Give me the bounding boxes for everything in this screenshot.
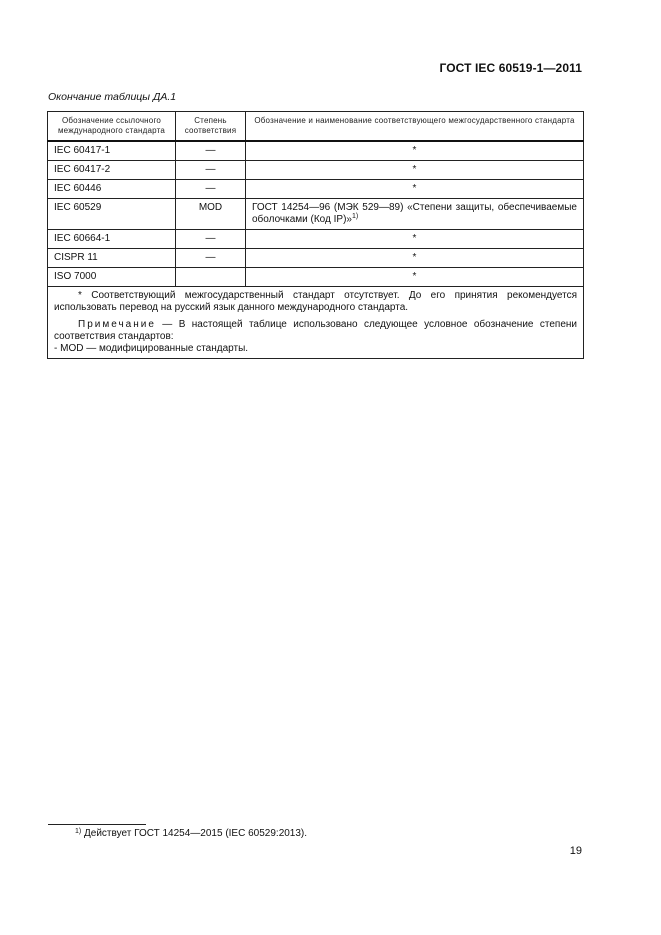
page-number: 19 xyxy=(569,845,582,857)
cell-degree: — xyxy=(176,249,246,268)
remark-dash: — xyxy=(155,319,179,330)
remark-label: Примечание xyxy=(78,319,156,330)
interstate-text: ГОСТ 14254—96 (МЭК 529—89) «Степени защиты, обеспечиваемые оболочками (Код IP)» xyxy=(252,202,577,225)
table-row xyxy=(48,199,584,230)
asterisk-note: * Соответствующий межгосударственный стандарт отсутствует. До его принятия рекомендуется использовать перевод на русский язык данного международного стандарта. xyxy=(54,290,577,313)
cell-standard: IEC 60664-1 xyxy=(48,230,176,249)
cell-interstate: * xyxy=(246,268,584,287)
footnote-divider xyxy=(48,824,146,825)
table-header-row xyxy=(48,112,584,142)
footnote-text: Действует ГОСТ 14254—2015 (IEC 60529:2013). xyxy=(84,828,308,839)
column-header-interstate: Обозначение и наименование соответствующего межгосударственного стандарта xyxy=(246,112,584,142)
cell-degree: — xyxy=(176,141,246,161)
table-row xyxy=(48,268,584,287)
cell-degree: — xyxy=(176,230,246,249)
document-code: ГОСТ IEC 60519-1—2011 xyxy=(439,61,582,75)
footnote-mark: 1) xyxy=(75,828,82,835)
reference-table xyxy=(47,111,584,359)
table-notes-row xyxy=(48,287,584,359)
cell-interstate: * xyxy=(246,249,584,268)
cell-degree xyxy=(176,268,246,287)
cell-standard: CISPR 11 xyxy=(48,249,176,268)
remark-text: В настоящей таблице использовано следующее условное обозначение степени соответствия стандартов: xyxy=(54,319,577,342)
cell-degree: MOD xyxy=(176,199,246,230)
table-row xyxy=(48,180,584,199)
cell-standard: IEC 60446 xyxy=(48,180,176,199)
column-header-standard: Обозначение ссылочного международного стандарта xyxy=(48,112,176,142)
table-caption: Окончание таблицы ДА.1 xyxy=(48,91,177,103)
mod-definition: - MOD — модифицированные стандарты. xyxy=(54,343,249,354)
table-row xyxy=(48,249,584,268)
column-header-degree: Степень соответствия xyxy=(176,112,246,142)
cell-degree: — xyxy=(176,161,246,180)
table-row xyxy=(48,230,584,249)
cell-interstate: * xyxy=(246,141,584,161)
footnote xyxy=(75,828,307,839)
cell-standard: IEC 60529 xyxy=(48,199,176,230)
remark xyxy=(54,319,577,343)
cell-standard: ISO 7000 xyxy=(48,268,176,287)
table-row xyxy=(48,161,584,180)
cell-interstate: * xyxy=(246,230,584,249)
cell-standard: IEC 60417-1 xyxy=(48,141,176,161)
table-notes xyxy=(48,287,584,359)
cell-standard: IEC 60417-2 xyxy=(48,161,176,180)
cell-degree: — xyxy=(176,180,246,199)
cell-interstate xyxy=(246,199,584,230)
footnote-ref: 1) xyxy=(351,213,359,220)
table-row xyxy=(48,141,584,161)
cell-interstate: * xyxy=(246,180,584,199)
cell-interstate: * xyxy=(246,161,584,180)
